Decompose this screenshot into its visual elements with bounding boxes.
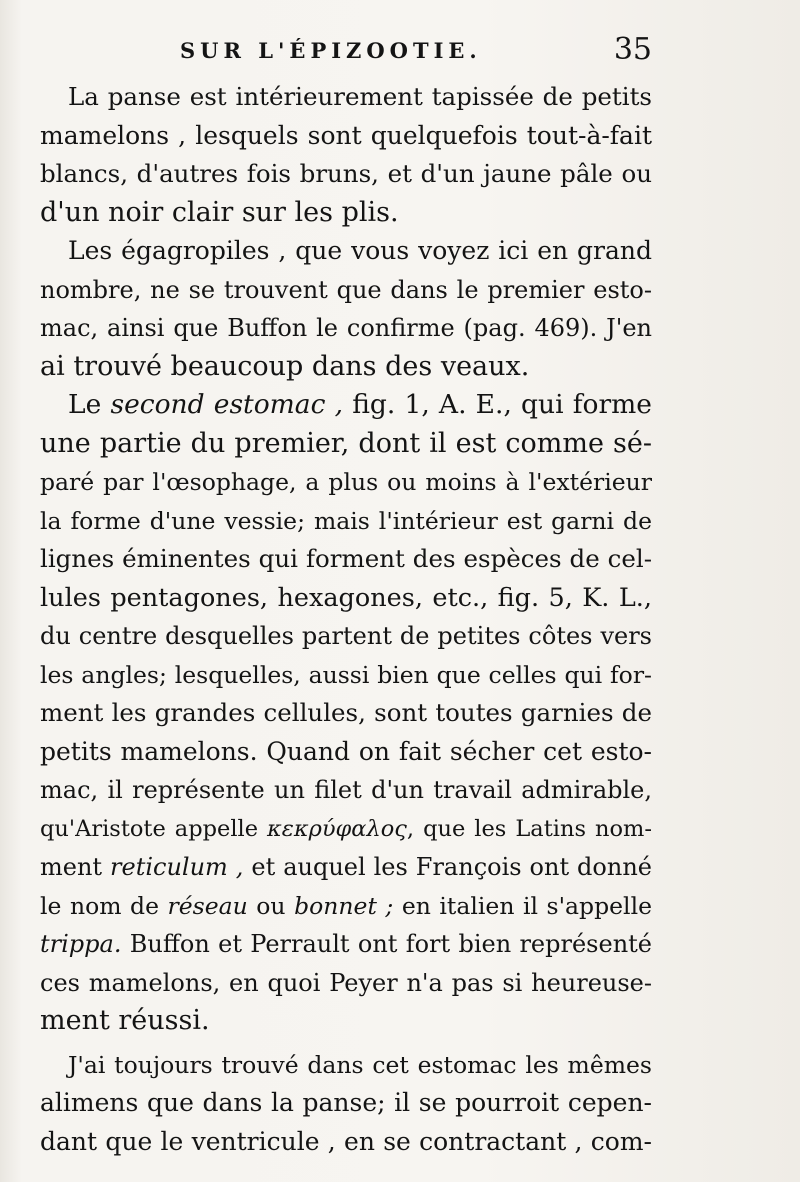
text-line (40, 386, 652, 425)
page-header (40, 30, 652, 76)
text-segment: une partie du premier, dont il est comme sé- (40, 427, 652, 459)
text-segment: le nom de (40, 891, 168, 920)
text-segment: fig. 1, A. E., qui forme (343, 389, 652, 420)
text-segment: lules pentagones, hexagones, etc., fig. 5, K. L., (40, 582, 652, 613)
page-number: 35 (613, 32, 652, 67)
text-line (40, 656, 652, 695)
text-segment: qu'Aristote appelle (40, 815, 268, 842)
text-segment: et auquel les François ont donné (243, 853, 652, 881)
text-line (40, 1046, 652, 1085)
text-segment: alimens que dans la panse; il se pourroit cepen- (40, 1088, 652, 1117)
text-line (40, 463, 652, 502)
text-segment: ou (247, 891, 295, 920)
text-line (40, 78, 652, 117)
text-segment: , que les Latins nom- (406, 815, 652, 842)
text-line (40, 1002, 652, 1041)
text-segment: ment (40, 853, 111, 881)
italic-text: reticulum , (110, 853, 244, 881)
text-line (40, 1123, 652, 1162)
text-segment: ment les grandes cellules, sont toutes garnies de (40, 698, 652, 727)
text-line (40, 117, 652, 156)
text-segment: lignes éminentes qui forment des espèces de cel- (40, 544, 652, 573)
text-line (40, 771, 652, 810)
text-line (40, 502, 652, 541)
text-line (40, 348, 652, 387)
text-line (40, 271, 652, 310)
text-line (40, 810, 652, 849)
text-segment: petits mamelons. Quand on fait sécher cet esto- (40, 736, 652, 766)
text-line (40, 848, 652, 887)
text-line (40, 309, 652, 348)
text-segment: Le (68, 389, 111, 420)
text-segment: La panse est intérieurement tapissée de petits (68, 82, 652, 111)
text-line (40, 1084, 652, 1123)
text-segment: ces mamelons, en quoi Peyer n'a pas si heureuse- (40, 968, 652, 997)
text-segment: dant que le ventricule , en se contractant , com- (40, 1126, 652, 1156)
text-segment: paré par l'œsophage, a plus ou moins à l'extérieur (40, 468, 652, 496)
text-segment: ment réussi. (40, 1005, 210, 1036)
text-segment: ai trouvé beaucoup dans des veaux. (40, 350, 530, 382)
text-line (40, 964, 652, 1003)
text-line (40, 540, 652, 579)
text-line (40, 194, 652, 233)
text-line (40, 887, 652, 926)
text-line (40, 733, 652, 772)
text-line (40, 155, 652, 194)
text-segment: d'un noir clair sur les plis. (40, 196, 399, 228)
text-segment: la forme d'une vessie; mais l'intérieur est garni de (40, 506, 652, 535)
text-segment: nombre, ne se trouvent que dans le premier esto- (40, 275, 652, 304)
italic-text: trippa. (40, 930, 122, 958)
text-segment: mac, ainsi que Buffon le confirme (pag. 469). J'en (40, 314, 652, 342)
text-segment: mac, il représente un filet d'un travail admirable, (40, 776, 652, 804)
italic-text: bonnet ; (294, 891, 394, 920)
text-line (40, 579, 652, 618)
italic-text: κεκρύφαλος (267, 815, 407, 842)
text-segment: Buffon et Perrault ont fort bien représenté (121, 930, 652, 958)
text-segment: du centre desquelles partent de petites côtes vers (40, 622, 652, 650)
italic-text: réseau (167, 891, 248, 920)
text-segment: mamelons , lesquels sont quelquefois tout-à-fait (40, 120, 652, 150)
text-segment: Les égagropiles , que vous voyez ici en grand (68, 236, 652, 265)
text-line (40, 694, 652, 733)
italic-text: second estomac , (110, 389, 344, 420)
text-segment: blancs, d'autres fois bruns, et d'un jaune pâle ou (40, 159, 652, 188)
running-head: SUR L'ÉPIZOOTIE. (180, 38, 482, 63)
text-line (40, 232, 652, 271)
text-line (40, 617, 652, 656)
text-segment: en italien il s'appelle (393, 891, 652, 920)
text-line (40, 425, 652, 464)
body-text (40, 78, 652, 1161)
text-line (40, 925, 652, 964)
text-segment: J'ai toujours trouvé dans cet estomac les mêmes (68, 1050, 652, 1079)
text-segment: les angles; lesquelles, aussi bien que celles qui for- (40, 660, 652, 689)
